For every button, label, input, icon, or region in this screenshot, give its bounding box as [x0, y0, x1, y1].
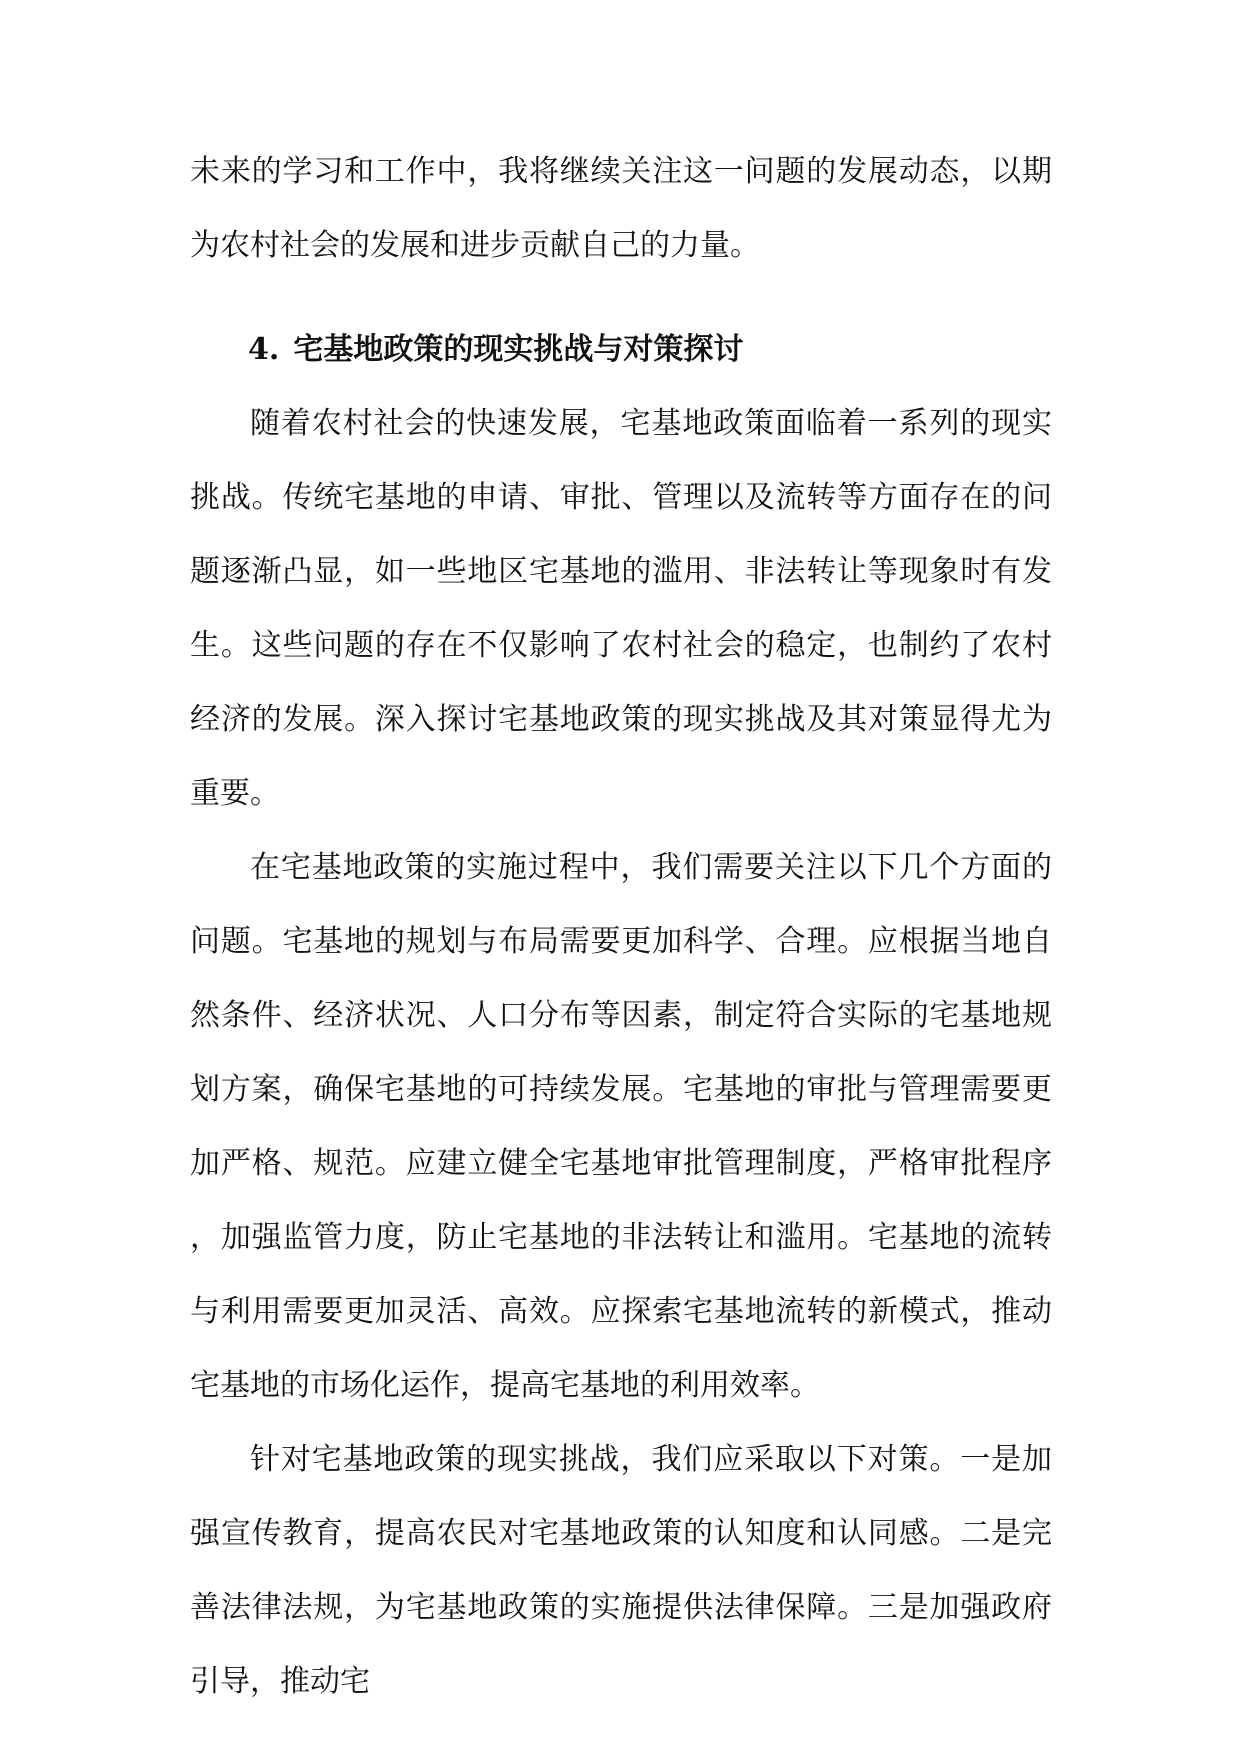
- continued-paragraph: 未来的学习和工作中，我将继续关注这一问题的发展动态，以期为农村社会的发展和进步贡献自己的力量。: [190, 154, 1052, 263]
- document-body: [190, 135, 1052, 1719]
- paragraph-1: 随着农村社会的快速发展，宅基地政策面临着一系列的现实挑战。传统宅基地的申请、审批、管理以及流转等方面存在的问题逐渐凸显，如一些地区宅基地的滥用、非法转让等现象时有发生。这些问题的存在不仅影响了农村社会的稳定，也制约了农村经济的发展。深入探讨宅基地政策的现实挑战及其对策显得尤为重要。: [190, 406, 1052, 811]
- paragraph-3: 针对宅基地政策的现实挑战，我们应采取以下对策。一是加强宣传教育，提高农民对宅基地政策的认知度和认同感。二是完善法律法规，为宅基地政策的实施提供法律保障。三是加强政府引导，推动宅: [190, 1442, 1052, 1699]
- section-number: 4.: [248, 332, 280, 367]
- section-heading: [190, 313, 1052, 387]
- paragraph-2: 在宅基地政策的实施过程中，我们需要关注以下几个方面的问题。宅基地的规划与布局需要更加科学、合理。应根据当地自然条件、经济状况、人口分布等因素，制定符合实际的宅基地规划方案，确保宅基地的可持续发展。宅基地的审批与管理需要更加严格、规范。应建立健全宅基地审批管理制度，严格审批程序，加强监管力度，防止宅基地的非法转让和滥用。宅基地的流转与利用需要更加灵活、高效。应探索宅基地流转的新模式，推动宅基地的市场化运作，提高宅基地的利用效率。: [190, 850, 1052, 1403]
- section-title: 宅基地政策的现实挑战与对策探讨: [293, 332, 744, 367]
